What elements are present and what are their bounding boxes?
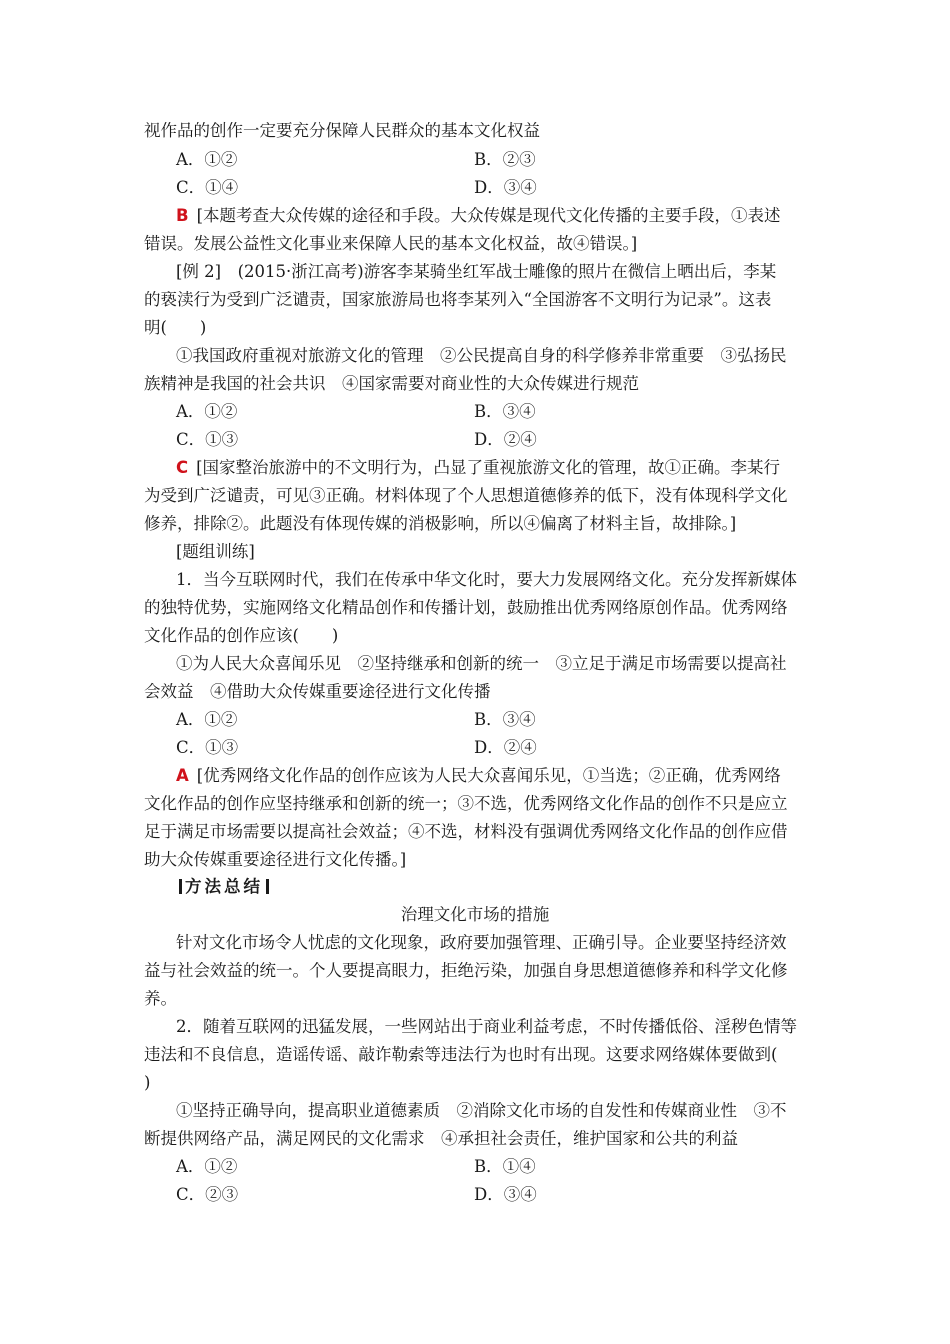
text-line: 错误。发展公益性文化事业来保障人民的基本文化权益，故④错误。] [144,234,638,253]
text-line: 修养，排除②。此题没有体现传媒的消极影响，所以④偏离了材料主旨，故排除。] [144,514,737,533]
question-line: 2．随着互联网的迅猛发展，一些网站出于商业利益考虑，不时传播低俗、淫秽色情等 [176,1017,797,1036]
answer-letter: B [176,206,189,225]
option-c: C．②③ [176,1185,239,1204]
statement-line: ①为人民大众喜闻乐见 ②坚持继承和创新的统一 ③立足于满足市场需要以提高社 [176,654,787,673]
text-line: 助大众传媒重要途径进行文化传播。] [144,850,407,869]
text-line: ) [144,1073,151,1092]
statement-line: 会效益 ④借助大众传媒重要途径进行文化传播 [144,682,491,701]
option-a: A．①② [176,402,238,421]
text-line: 的独特优势，实施网络文化精品创作和传播计划，鼓励推出优秀网络原创作品。优秀网络 [144,598,788,617]
option-a: A．①② [176,150,238,169]
option-b: B．③④ [474,710,536,729]
statement-line: 族精神是我国的社会共识 ④国家需要对商业性的大众传媒进行规范 [144,374,639,393]
method-summary-heading [176,877,272,897]
example-heading: [例 2] (2015·浙江高考)游客李某骑坐红军战士雕像的照片在微信上晒出后，李某 [176,262,777,281]
text-line: 养。 [144,989,177,1008]
text-line: 明( ) [144,318,207,337]
text-line: 为受到广泛谴责，可见③正确。材料体现了个人思想道德修养的低下，没有体现科学文化 [144,486,788,505]
option-d: D．③④ [474,1185,537,1204]
option-a: A．①② [176,710,238,729]
option-b: B．①④ [474,1157,536,1176]
option-d: D．②④ [474,430,537,449]
text-line: 违法和不良信息，造谣传谣、敲诈勒索等违法行为也时有出现。这要求网络媒体要做到( [144,1045,778,1064]
statement-line: 断提供网络产品，满足网民的文化需求 ④承担社会责任，维护国家和公共的利益 [144,1129,738,1148]
group-heading: [题组训练] [176,542,255,561]
text-line: 针对文化市场令人忧虑的文化现象，政府要加强管理、正确引导。企业要坚持经济效 [176,933,787,952]
answer-letter: A [176,766,189,785]
method-summary-label: 方法总结 [185,877,263,896]
section-subtitle: 治理文化市场的措施 [400,905,550,924]
answer-letter: C [176,458,189,477]
statement-line: ①我国政府重视对旅游文化的管理 ②公民提高自身的科学修养非常重要 ③弘扬民 [176,346,787,365]
text-line: 益与社会效益的统一。个人要提高眼力，拒绝污染，加强自身思想道德修养和科学文化修 [144,961,788,980]
answer-explanation: [国家整治旅游中的不文明行为，凸显了重视旅游文化的管理，故①正确。李某行 [196,458,781,477]
option-a: A．①② [176,1157,238,1176]
text-line: 足于满足市场需要以提高社会效益；④不选，材料没有强调优秀网络文化作品的创作应借 [144,822,788,841]
statement-line: ①坚持正确导向，提高职业道德素质 ②消除文化市场的自发性和传媒商业性 ③不 [176,1101,787,1120]
option-c: C．①④ [176,178,239,197]
text-line: 的亵渎行为受到广泛谴责，国家旅游局也将李某列入“全国游客不文明行为记录”。这表 [144,290,772,309]
option-c: C．①③ [176,738,239,757]
option-b: B．③④ [474,402,536,421]
option-d: D．②④ [474,738,537,757]
text-line: 视作品的创作一定要充分保障人民群众的基本文化权益 [144,121,540,140]
answer-line [176,206,781,226]
option-c: C．①③ [176,430,239,449]
bar-mark [179,879,182,894]
question-line: 1．当今互联网时代，我们在传承中华文化时，要大力发展网络文化。充分发挥新媒体 [176,570,797,589]
bar-mark [266,879,269,894]
text-line: 文化作品的创作应该( ) [144,626,339,645]
answer-explanation: [本题考查大众传媒的途径和手段。大众传媒是现代文化传播的主要手段，①表述 [196,206,781,225]
answer-line [176,766,781,786]
answer-explanation: [优秀网络文化作品的创作应该为人民大众喜闻乐见，①当选；②正确，优秀网络 [196,766,781,785]
option-d: D．③④ [474,178,537,197]
option-b: B．②③ [474,150,536,169]
text-line: 文化作品的创作应坚持继承和创新的统一；③不选，优秀网络文化作品的创作不只是应立 [144,794,788,813]
answer-line [176,458,780,478]
